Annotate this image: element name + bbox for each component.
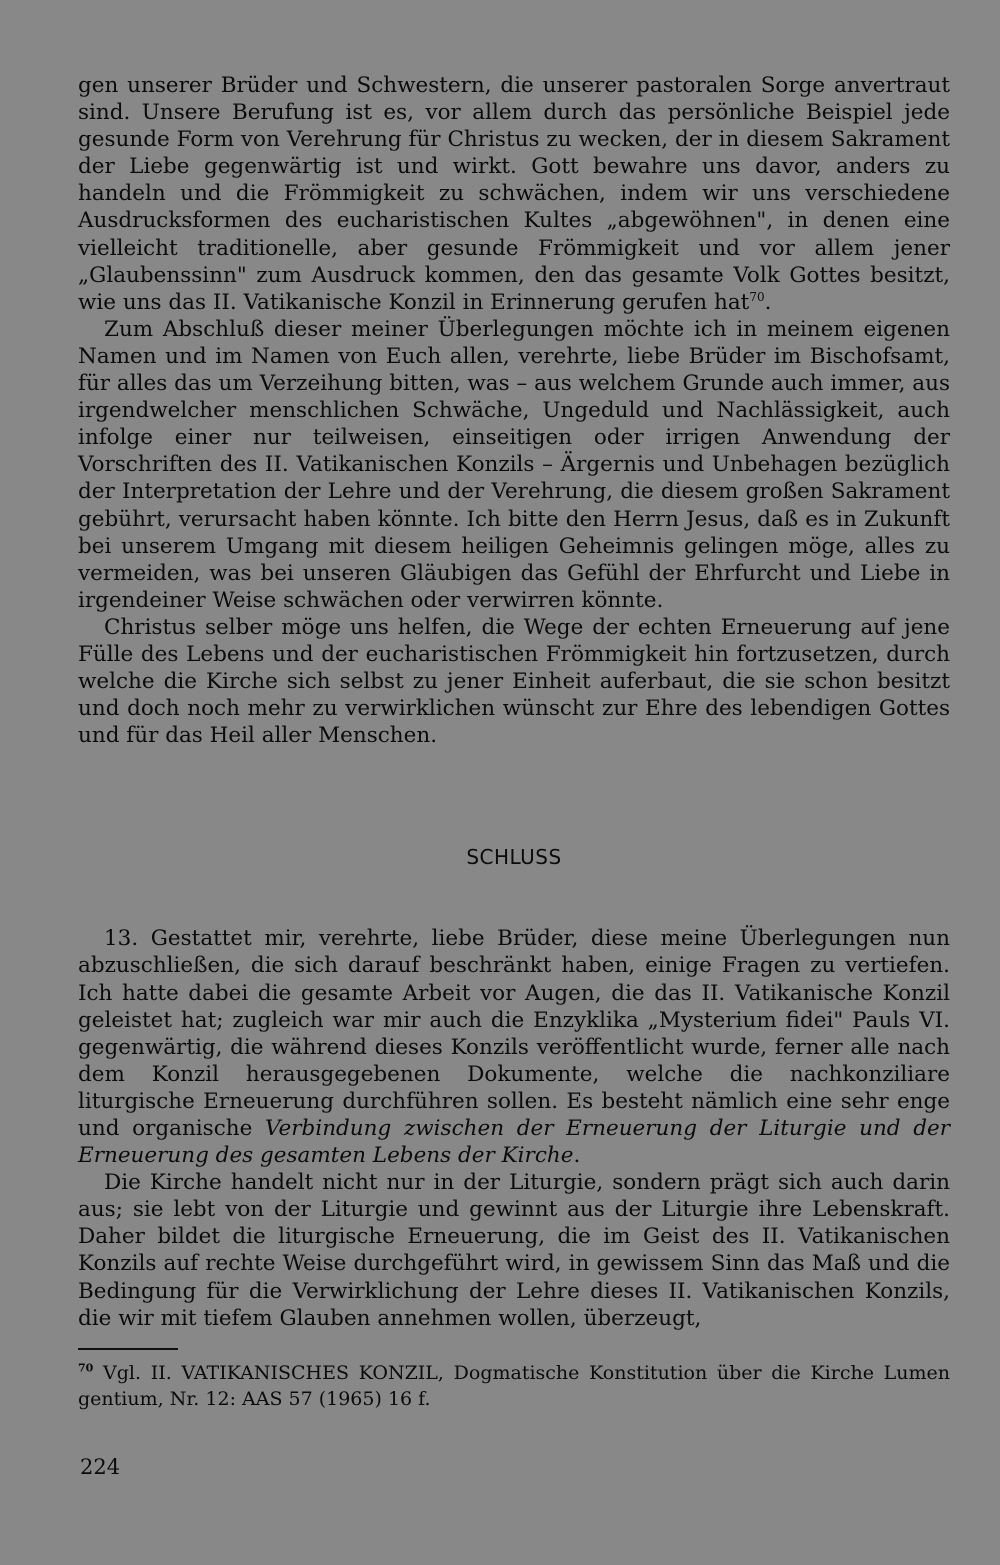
paragraph-1-end: . [764, 289, 772, 315]
section-spacer [78, 749, 950, 845]
footnote-marker: 70 [78, 1361, 94, 1375]
page-number: 224 [80, 1455, 121, 1479]
section-spacer [78, 869, 950, 925]
paragraph-2: Zum Abschluß dieser meiner Überlegungen möchte ich in meinem eigenen Namen und im Namen von Euch allen, verehrte, liebe Brüder im Bischofsamt, für alles das um Verzeihung bitten, was – aus welchem Grunde auch immer, aus irgendwelcher menschlichen Schwäche, Ungeduld und Nachlässigkeit, auch infolge einer nur teilweisen, einseitigen oder irrigen Anwendung der Vorschriften des II. Vatikanischen Konzils – Ärgernis und Unbehagen bezüglich der Interpretation der Lehre und der Verehrung, die diesem großen Sakrament gebührt, verursacht haben könnte. Ich bitte den Herrn Jesus, daß es in Zukunft bei unserem Umgang mit diesem heiligen Geheimnis gelingen möge, alles zu vermeiden, was bei unseren Gläubigen das Gefühl der Ehrfurcht und Liebe in irgendeiner Weise schwächen oder verwirren könnte. [78, 316, 950, 613]
footnote-spacer [78, 1350, 950, 1360]
footnote-reference[interactable]: 70 [749, 289, 765, 304]
section-heading: SCHLUSS [466, 845, 562, 870]
paragraph-4-emphasis: Verbindung zwischen der Erneuerung der Liturgie und der Erneuerung des gesamten Lebens der Kirche [78, 1116, 951, 1169]
page-body [78, 72, 950, 1412]
footnote-text: Vgl. II. VATIKANISCHES KONZIL, Dogmatische Konstitution über die Kirche Lumen gentium, Nr. 12: AAS 57 (1965) 16 f. [78, 1361, 950, 1410]
footnote [78, 1360, 950, 1412]
footnote-spacer [78, 1332, 950, 1348]
paragraph-4-text: 13. Gestattet mir, verehrte, liebe Brüder, diese meine Überlegungen nun abzuschließen, die sich darauf beschränkt haben, einige Fragen zu vertiefen. Ich hatte dabei die gesamte Arbeit vor Augen, die das II. Vatikanische Konzil geleistet hat; zugleich war mir auch die Enzyklika „Mysterium fidei" Pauls VI. gegenwärtig, die während dieses Konzils veröffentlicht wurde, ferner alle nach dem Konzil herausgegebenen Dokumente, welche die nachkonziliare liturgische Erneuerung durchführen sollen. Es besteht nämlich eine sehr enge und organische [78, 926, 950, 1141]
paragraph-1-text: gen unserer Brüder und Schwestern, die unserer pastoralen Sorge anvertraut sind. Unsere Berufung ist es, vor allem durch das persönliche Beispiel jede gesunde Form von Verehrung für Christus zu wecken, der in diesem Sakrament der Liebe gegenwärtig ist und wirkt. Gott bewahre uns davor, anders zu handeln und die Frömmigkeit zu schwächen, indem wir uns verschiedene Ausdrucksformen des eucharistischen Kultes „abgewöhnen", in denen eine vielleicht traditionelle, aber gesunde Frömmigkeit und vor allem jener „Glaubenssinn" zum Ausdruck kommen, den das gesamte Volk Gottes besitzt, wie uns das II. Vatikanische Konzil in Erinnerung gerufen hat [78, 73, 950, 315]
paragraph-4-end: . [573, 1143, 581, 1169]
paragraph-1 [78, 72, 950, 316]
paragraph-3: Christus selber möge uns helfen, die Wege der echten Erneuerung auf jene Fülle des Lebens und der eucharistischen Frömmigkeit hin fortzusetzen, durch welche die Kirche sich selbst zu jener Einheit auferbaut, die sie schon besitzt und doch noch mehr zu verwirklichen wünscht zur Ehre des lebendigen Gottes und für das Heil aller Menschen. [78, 614, 950, 749]
paragraph-5: Die Kirche handelt nicht nur in der Liturgie, sondern prägt sich auch darin aus; sie lebt von der Liturgie und gewinnt aus der Liturgie ihre Lebenskraft. Daher bildet die liturgische Erneuerung, die im Geist des II. Vatikanischen Konzils auf rechte Weise durchgeführt wird, in gewissem Sinn das Maß und die Bedingung für die Verwirklichung der Lehre dieses II. Vatikanischen Konzils, die wir mit tiefem Glauben annehmen wollen, überzeugt, [78, 1170, 950, 1331]
paragraph-4 [78, 925, 950, 1169]
